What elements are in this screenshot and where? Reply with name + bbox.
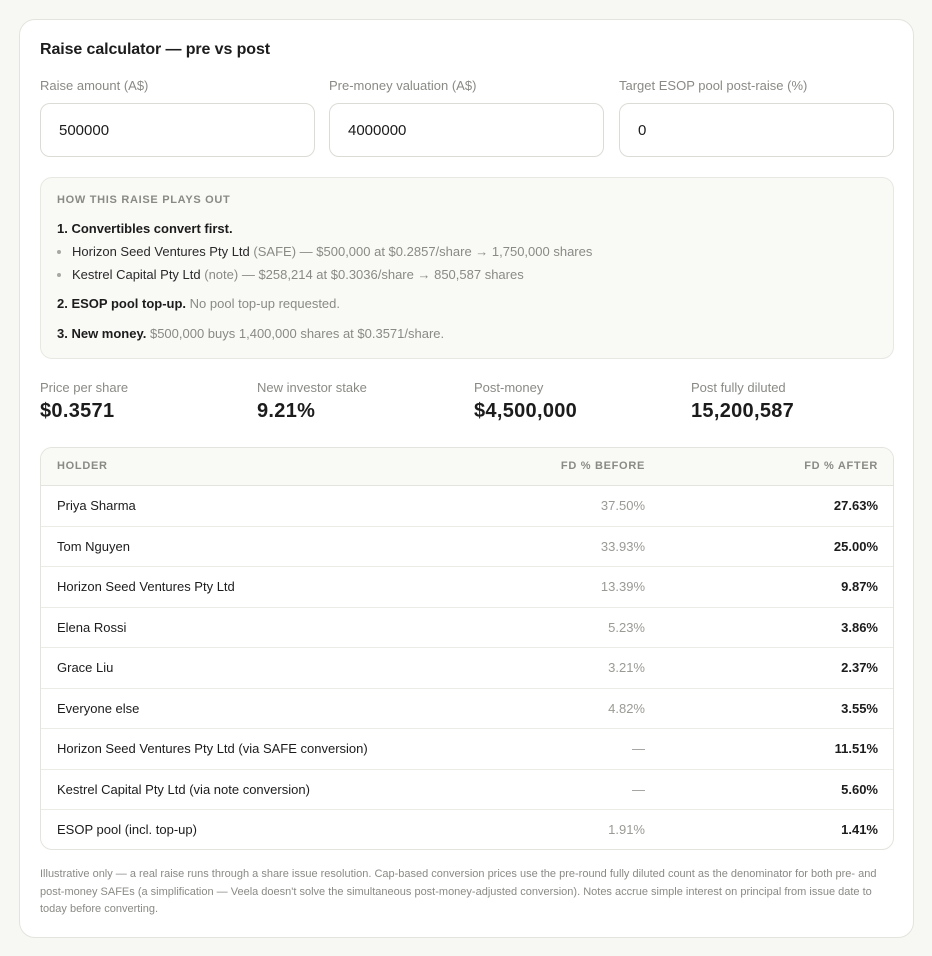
- fd-after-cell: 5.60%: [841, 781, 878, 797]
- stat-new-investor-stake-label: New investor stake: [257, 380, 367, 395]
- premoney-valuation-label: Pre-money valuation (A$): [329, 78, 477, 93]
- disclaimer-footnote: Illustrative only — a real raise runs through a share issue resolution. Cap-based conversion prices use the pre-round fully diluted count as the denominator for both pre- and post-money SAFEs (a simplification — Veela doesn't solve the simultaneous post-money-adjusted conversion). Notes accrue simple interest on principal from issue date to today before converting.: [40, 868, 877, 915]
- bullet-convertible-safe: [57, 244, 592, 259]
- raise-amount-label: Raise amount (A$): [40, 78, 149, 93]
- holder-cell: Horizon Seed Ventures Pty Ltd: [57, 579, 235, 594]
- esop-target-label: Target ESOP pool post-raise (%): [619, 78, 808, 93]
- holder-cell: ESOP pool (incl. top-up): [57, 822, 197, 837]
- table-row: [41, 567, 893, 608]
- stat-post-money-label: Post-money: [474, 380, 544, 395]
- stat-price-per-share-label: Price per share: [40, 380, 129, 395]
- bullet-convertible-note: [57, 267, 524, 282]
- step-new-money: [57, 326, 444, 341]
- stat-post-money-value: $4,500,000: [474, 400, 578, 422]
- raise-explanation-panel: [40, 177, 894, 359]
- ownership-table: [40, 447, 894, 850]
- step-new-money-text: $500,000 buys 1,400,000 shares at $0.3571/share.: [149, 326, 445, 341]
- step-esop-text: No pool top-up requested.: [189, 296, 340, 311]
- fd-before-cell: 3.21%: [608, 660, 645, 675]
- fd-after-cell: 11.51%: [834, 741, 878, 756]
- table-header: [41, 448, 893, 486]
- table-row: [41, 608, 893, 649]
- bullet-detail: — $258,214 at $0.3036/share → 850,587 shares: [241, 267, 524, 282]
- stat-post-fd-value: 15,200,587: [691, 400, 795, 422]
- raise-amount-input[interactable]: [40, 103, 315, 157]
- fd-before-cell: 5.23%: [608, 619, 645, 635]
- table-row: [41, 729, 893, 770]
- fd-before-cell: 4.82%: [608, 700, 645, 716]
- table-row: [41, 648, 893, 689]
- step-esop-topup: [57, 296, 340, 311]
- holder-cell: Grace Liu: [57, 660, 114, 675]
- holder-cell: Kestrel Capital Pty Ltd (via note conversion): [57, 781, 310, 797]
- fd-before-cell: 33.93%: [600, 538, 645, 554]
- fd-before-cell: 1.91%: [608, 822, 645, 837]
- table-row: [41, 527, 893, 568]
- step-convertibles-title: 1. Convertibles convert first.: [57, 221, 233, 236]
- raise-calculator-card: [19, 19, 914, 938]
- stat-post-fd-label: Post fully diluted: [691, 380, 786, 395]
- table-row: [41, 689, 893, 730]
- bullet-dot: [57, 273, 61, 277]
- column-header-after: FD % AFTER: [804, 460, 878, 472]
- stat-new-investor-stake-value: 9.21%: [257, 400, 316, 422]
- holder-cell: Horizon Seed Ventures Pty Ltd (via SAFE conversion): [57, 741, 368, 756]
- fd-before-cell: —: [632, 781, 645, 797]
- table-row: [41, 770, 893, 811]
- table-row: [41, 810, 893, 850]
- fd-after-cell: 3.86%: [841, 619, 878, 635]
- fd-after-cell: 9.87%: [841, 579, 878, 594]
- column-header-before: FD % BEFORE: [560, 460, 645, 472]
- step-convertibles: [57, 221, 233, 236]
- table-row: [41, 486, 893, 527]
- bullet-instrument-kind: (SAFE): [253, 244, 297, 259]
- fd-before-cell: 37.50%: [600, 498, 645, 513]
- holder-cell: Everyone else: [57, 700, 140, 716]
- fd-after-cell: 27.63%: [833, 498, 878, 513]
- step-esop-title: 2. ESOP pool top-up.: [57, 296, 187, 311]
- holder-cell: Priya Sharma: [57, 498, 136, 513]
- premoney-valuation-input[interactable]: [329, 103, 604, 157]
- bullet-holder-name: Kestrel Capital Pty Ltd: [72, 267, 201, 282]
- fd-after-cell: 25.00%: [833, 538, 878, 554]
- column-header-holder: HOLDER: [57, 460, 108, 472]
- bullet-instrument-kind: (note): [204, 267, 239, 282]
- bullet-holder-name: Horizon Seed Ventures Pty Ltd: [72, 244, 250, 259]
- stat-price-per-share-value: $0.3571: [40, 400, 115, 422]
- fd-before-cell: —: [632, 741, 645, 756]
- bullet-dot: [57, 250, 61, 254]
- page-title: Raise calculator — pre vs post: [40, 41, 270, 58]
- step-new-money-title: 3. New money.: [57, 326, 147, 341]
- fd-before-cell: 13.39%: [600, 579, 645, 594]
- fd-after-cell: 1.41%: [841, 822, 878, 837]
- esop-target-input[interactable]: [619, 103, 894, 157]
- holder-cell: Tom Nguyen: [57, 538, 130, 554]
- fd-after-cell: 3.55%: [841, 700, 878, 716]
- explanation-heading: HOW THIS RAISE PLAYS OUT: [57, 194, 231, 206]
- bullet-detail: — $500,000 at $0.2857/share → 1,750,000 shares: [299, 244, 593, 259]
- fd-after-cell: 2.37%: [841, 660, 878, 675]
- holder-cell: Elena Rossi: [57, 619, 127, 635]
